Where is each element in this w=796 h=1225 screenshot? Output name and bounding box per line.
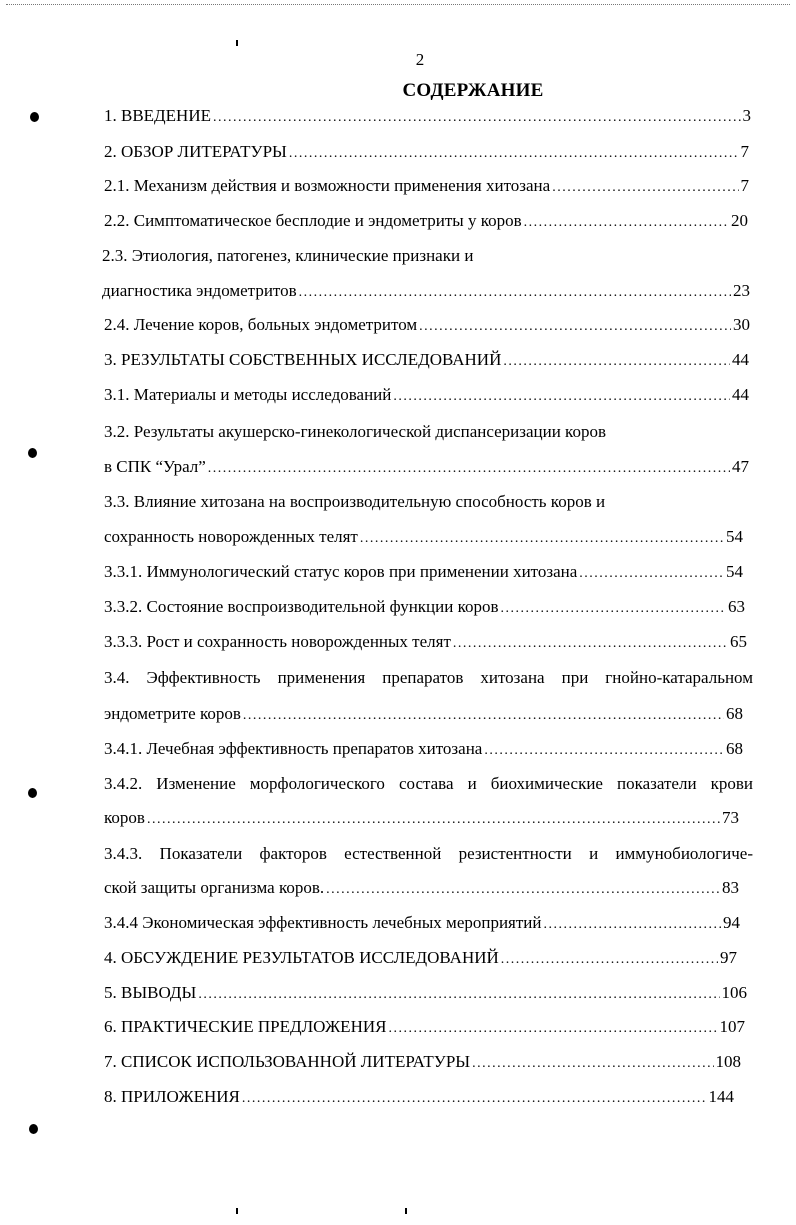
toc-entry-page: 20: [731, 211, 748, 230]
dot-leader: [208, 457, 730, 481]
toc-entry-text: 2. ОБЗОР ЛИТЕРАТУРЫ: [104, 142, 287, 161]
toc-entry: [104, 560, 743, 584]
toc-entry-page: 68: [726, 739, 743, 758]
dot-leader: [501, 948, 718, 972]
toc-entry-text: 8. ПРИЛОЖЕНИЯ: [104, 1087, 240, 1106]
toc-entry-text: 3.3.2. Состояние воспроизводительной функции коров: [104, 597, 499, 616]
scan-artifact: [236, 40, 238, 46]
dot-leader: [544, 913, 721, 937]
toc-entry-text: 3.2. Результаты акушерско-гинекологической диспансеризации коров: [104, 422, 606, 441]
toc-entry: [104, 876, 739, 900]
toc-entry-page: 47: [732, 457, 749, 476]
dot-leader: [299, 281, 731, 305]
toc-entry-page: 3: [742, 106, 751, 125]
toc-entry: [104, 490, 605, 514]
toc-entry-text: 1. ВВЕДЕНИЕ: [104, 106, 211, 125]
toc-entry-text: 3.1. Материалы и методы исследований: [104, 385, 392, 404]
toc-entry-text: 5. ВЫВОДЫ: [104, 983, 197, 1002]
toc-entry: [104, 455, 749, 479]
toc-entry-page: 97: [720, 948, 737, 967]
dot-leader: [388, 1017, 717, 1041]
dot-leader: [453, 632, 728, 656]
toc-entry-text: 3.4.2. Изменение морфологического состава и биохимические показатели крови: [104, 774, 753, 793]
dot-leader: [419, 315, 731, 339]
toc-entry-page: 44: [732, 350, 749, 369]
toc-entry-page: 73: [722, 808, 739, 827]
scan-edge-line: [6, 4, 790, 5]
toc-entry-page: 106: [721, 983, 747, 1002]
dot-leader: [393, 385, 730, 409]
dot-leader: [484, 739, 724, 763]
toc-entry: [104, 104, 751, 128]
toc-entry-page: 83: [722, 878, 739, 897]
toc-entry-page: 65: [730, 632, 747, 651]
toc-entry-page: 44: [732, 385, 749, 404]
scan-artifact: [405, 1208, 407, 1214]
toc-entry: [104, 911, 740, 935]
binding-hole-mark: [28, 788, 37, 798]
toc-entry: [104, 1015, 745, 1039]
toc-entry-text: 3. РЕЗУЛЬТАТЫ СОБСТВЕННЫХ ИССЛЕДОВАНИЙ: [104, 350, 502, 369]
toc-entry-text: 3.4.4 Экономическая эффективность лечебных мероприятий: [104, 913, 542, 932]
toc-entry-page: 54: [726, 562, 743, 581]
toc-entry-text: 6. ПРАКТИЧЕСКИЕ ПРЕДЛОЖЕНИЯ: [104, 1017, 387, 1036]
toc-entry: [104, 630, 747, 654]
toc-entry: [104, 806, 739, 830]
toc-entry-page: 94: [723, 913, 740, 932]
toc-entry: [104, 842, 753, 866]
dot-leader: [326, 878, 720, 902]
toc-entry: [102, 244, 473, 268]
toc-entry-text: 3.3.1. Иммунологический статус коров при применении хитозана: [104, 562, 578, 581]
dot-leader: [242, 1087, 707, 1111]
toc-entry: [104, 313, 750, 337]
toc-entry-text: 2.2. Симптоматическое бесплодие и эндометриты у коров: [104, 211, 522, 230]
toc-entry: [104, 1050, 741, 1074]
dot-leader: [503, 350, 730, 374]
toc-entry-text: 2.3. Этиология, патогенез, клинические признаки и: [102, 246, 474, 265]
toc-entry: [104, 981, 747, 1005]
dot-leader: [472, 1052, 713, 1076]
toc-entry-page: 108: [715, 1052, 741, 1071]
toc-entry-text: 4. ОБСУЖДЕНИЕ РЕЗУЛЬТАТОВ ИССЛЕДОВАНИЙ: [104, 948, 499, 967]
dot-leader: [552, 176, 738, 200]
dot-leader: [501, 597, 726, 621]
binding-hole-mark: [29, 1124, 38, 1134]
dot-leader: [198, 983, 719, 1007]
dot-leader: [524, 211, 729, 235]
toc-entry: [104, 772, 753, 796]
toc-entry-text: эндометрите коров: [104, 704, 241, 723]
toc-entry: [104, 595, 745, 619]
toc-entry-text: 7. СПИСОК ИСПОЛЬЗОВАННОЙ ЛИТЕРАТУРЫ: [104, 1052, 471, 1071]
toc-entry-page: 107: [719, 1017, 745, 1036]
toc-entry-page: 68: [726, 704, 743, 723]
toc-entry: [104, 140, 749, 164]
dot-leader: [243, 704, 724, 728]
toc-entry: [104, 383, 749, 407]
toc-entry: [104, 666, 753, 690]
toc-entry: [104, 702, 743, 726]
toc-entry-text: 3.3.3. Рост и сохранность новорожденных телят: [104, 632, 451, 651]
binding-hole-mark: [28, 448, 37, 458]
page-title: СОДЕРЖАНИЕ: [402, 80, 544, 101]
toc-entry-text: 3.4.1. Лечебная эффективность препаратов хитозана: [104, 739, 483, 758]
toc-entry-page: 7: [740, 142, 749, 161]
toc-entry: [102, 279, 750, 303]
toc-entry-page: 23: [733, 281, 750, 300]
page-number: 2: [415, 50, 425, 69]
scan-artifact: [236, 1208, 238, 1214]
toc-entry-page: 54: [726, 527, 743, 546]
dot-leader: [213, 106, 741, 130]
toc-entry: [104, 946, 737, 970]
toc-entry-text: сохранность новорожденных телят: [104, 527, 358, 546]
toc-entry: [104, 1085, 734, 1109]
dot-leader: [289, 142, 739, 166]
toc-entry-text: 3.4.3. Показатели факторов естественной резистентности и иммунобиологиче-: [104, 844, 753, 863]
toc-entry-text: 3.4. Эффективность применения препаратов хитозана при гнойно-катаральном: [104, 668, 753, 687]
binding-hole-mark: [30, 112, 39, 122]
toc-entry-text: 3.3. Влияние хитозана на воспроизводительную способность коров и: [104, 492, 606, 511]
toc-entry: [104, 737, 743, 761]
toc-entry-text: диагностика эндометритов: [102, 281, 297, 300]
toc-entry: [104, 174, 749, 198]
toc-entry-page: 7: [740, 176, 749, 195]
toc-entry-page: 63: [728, 597, 745, 616]
dot-leader: [579, 562, 724, 586]
toc-entry-text: ской защиты организма коров.: [104, 878, 325, 897]
toc-entry: [104, 348, 749, 372]
dot-leader: [360, 527, 724, 551]
toc-entry-text: 2.1. Механизм действия и возможности применения хитозана: [104, 176, 551, 195]
toc-entry-page: 144: [708, 1087, 734, 1106]
toc-entry: [104, 420, 606, 444]
toc-entry-text: коров: [104, 808, 145, 827]
toc-entry-text: в СПК “Урал”: [104, 457, 206, 476]
toc-entry: [104, 525, 743, 549]
dot-leader: [147, 808, 720, 832]
toc-entry-text: 2.4. Лечение коров, больных эндометритом: [104, 315, 418, 334]
toc-entry-page: 30: [733, 315, 750, 334]
toc-entry: [104, 209, 748, 233]
